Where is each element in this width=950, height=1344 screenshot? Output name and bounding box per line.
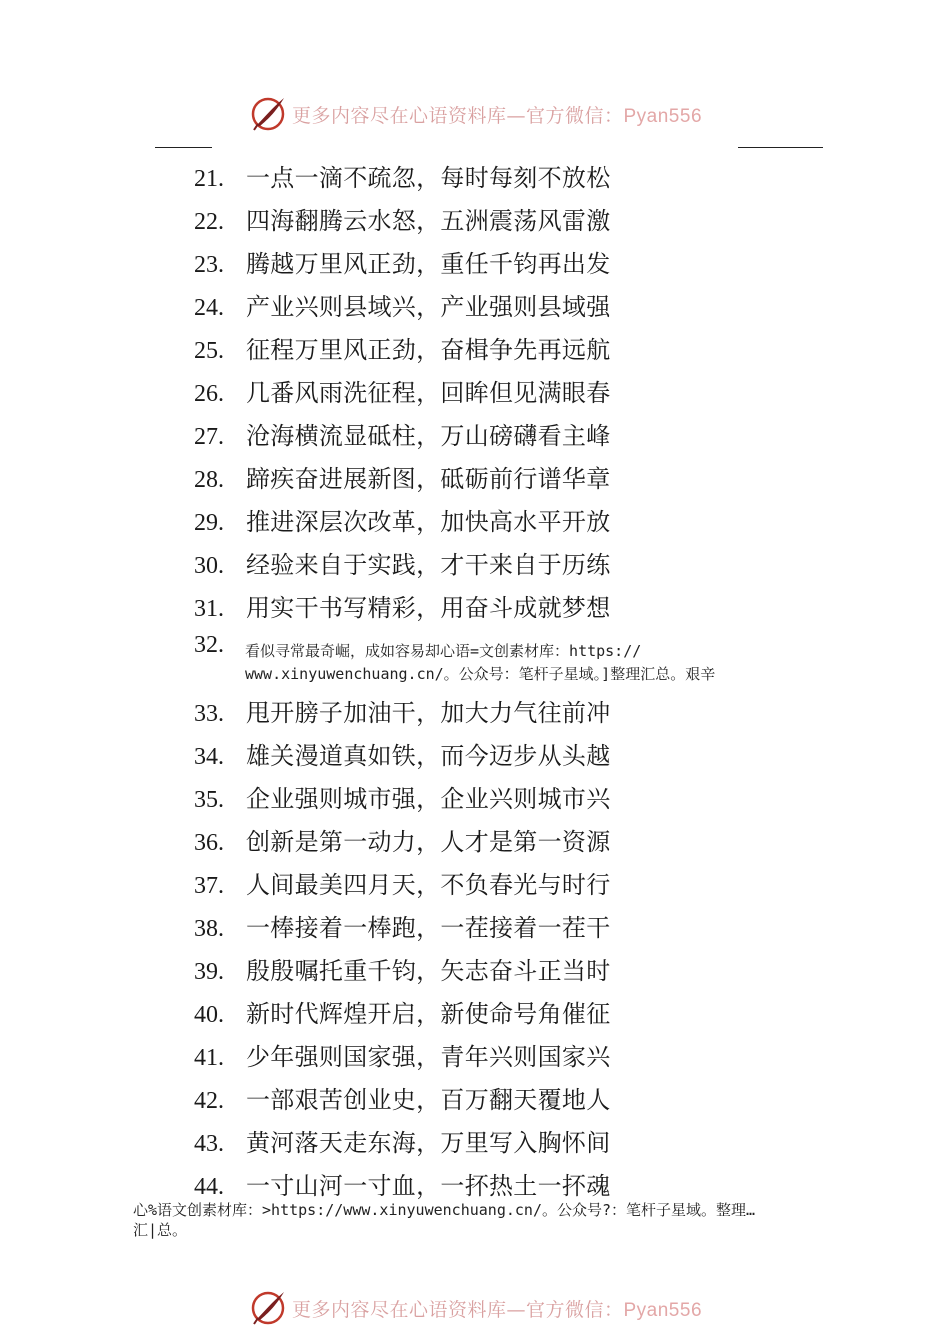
watermarked-text: 看似寻常最奇崛，成如容易却心语=文创素材库：https:// www.xinyuwenchuang.cn/。公众号：笔杆子星域。]整理汇总。艰辛 (245, 642, 716, 683)
header-rule-left (155, 147, 212, 148)
list-item: 38. 一棒接着一棒跑，一茬接着一茬干 (194, 914, 611, 942)
list-item: 21. 一点一滴不疏忽，每时每刻不放松 (194, 164, 611, 192)
list-item: 22. 四海翻腾云水怒，五洲震荡风雷激 (194, 207, 611, 235)
list-item: 36. 创新是第一动力，人才是第一资源 (194, 828, 611, 856)
list-item: 33. 甩开膀子加油干，加大力气往前冲 (194, 699, 611, 727)
banner-text: 更多内容尽在心语资料库—官方微信：Pyan556 (291, 104, 703, 127)
quill-pen-logo-icon (248, 1288, 288, 1328)
header-rule-right (738, 147, 823, 148)
list-item: 26. 几番风雨洗征程，回眸但见满眼春 (194, 379, 611, 407)
list-item: 41. 少年强则国家强，青年兴则国家兴 (194, 1043, 611, 1071)
list-item: 25. 征程万里风正劲，奋楫争先再远航 (194, 336, 611, 364)
footer-banner (0, 1286, 950, 1330)
list-item: 35. 企业强则城市强，企业兴则城市兴 (194, 785, 611, 813)
list-item: 30. 经验来自于实践，才干来自于历练 (194, 551, 611, 579)
list-item: 28. 蹄疾奋进展新图，砥砺前行谱华章 (194, 465, 611, 493)
header-banner (0, 92, 950, 136)
list-item: 24. 产业兴则县域兴，产业强则县域强 (194, 293, 611, 321)
list-item: 27. 沧海横流显砥柱，万山磅礴看主峰 (194, 422, 611, 450)
list-item: 44. 一寸山河一寸血，一抔热土一抔魂 (194, 1172, 611, 1200)
list-item: 43. 黄河落天走东海，万里写入胸怀间 (194, 1129, 611, 1157)
list-item: 42. 一部艰苦创业史，百万翻天覆地人 (194, 1086, 611, 1114)
list-item: 40. 新时代辉煌开启，新使命号角催征 (194, 1000, 611, 1028)
list-item: 37. 人间最美四月天，不负春光与时行 (194, 871, 611, 899)
footer-watermark-note: 心%语文创素材库：>https://www.xinyuwenchuang.cn/。公众号?：笔杆子星域。整理… 汇|总。 (133, 1201, 756, 1239)
wechat-id: Pyan556 (623, 1299, 703, 1321)
banner-text: 更多内容尽在心语资料库—官方微信：Pyan556 (291, 1298, 703, 1321)
list-item: 23. 腾越万里风正劲，重任千钧再出发 (194, 250, 611, 278)
list-item: 34. 雄关漫道真如铁，而今迈步从头越 (194, 742, 611, 770)
quill-pen-logo-icon (248, 94, 288, 134)
wechat-id: Pyan556 (623, 105, 703, 127)
list-item: 29. 推进深层次改革，加快高水平开放 (194, 508, 611, 536)
list-item: 31. 用实干书写精彩，用奋斗成就梦想 (194, 594, 611, 622)
list-item: 39. 殷殷嘱托重千钧，矢志奋斗正当时 (194, 957, 611, 985)
